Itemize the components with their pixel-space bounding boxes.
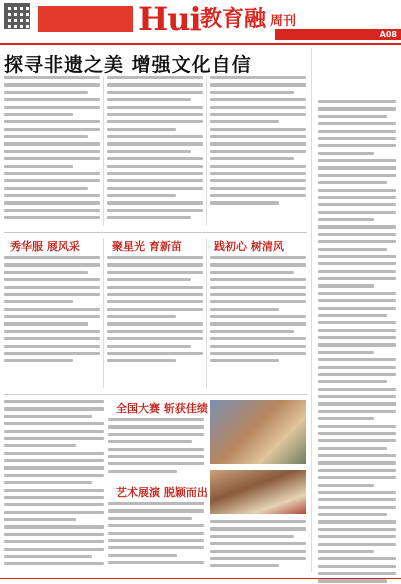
page-headline: 探寻非遗之美 增强文化自信 <box>4 54 252 76</box>
masthead <box>0 0 401 44</box>
footer-rule <box>0 578 401 579</box>
story-3-title: 践初心 树清风 <box>214 240 284 253</box>
section-divider <box>4 394 307 395</box>
promo-banner <box>38 6 133 32</box>
page-code: A08 <box>379 30 397 39</box>
performance-photo <box>210 470 306 514</box>
masthead-rule <box>0 43 401 45</box>
story-5-body-continued <box>210 520 306 567</box>
column-divider <box>206 238 207 388</box>
story-2-body <box>107 256 203 362</box>
story-5-title: 艺术展演 脱颖而出 <box>116 486 208 499</box>
logo-title: 教育融 <box>200 6 267 32</box>
lead-column-3 <box>210 76 306 205</box>
story-4-title: 全国大赛 斩获佳绩 <box>116 402 208 415</box>
story-4-body <box>108 418 204 473</box>
logo-weekly: 周刊 <box>270 14 297 29</box>
competition-photo <box>210 400 306 464</box>
column-divider <box>103 76 104 226</box>
bottom-left-column <box>4 400 104 565</box>
story-2-title: 聚星光 育新苗 <box>112 240 182 253</box>
lead-column-1 <box>4 76 100 219</box>
story-5-body <box>108 502 204 564</box>
column-divider <box>103 238 104 388</box>
sidebar-column <box>311 48 399 572</box>
story-1-title: 秀华服 展风采 <box>10 240 80 253</box>
story-3-body <box>210 256 306 362</box>
sidebar-body <box>318 100 396 584</box>
column-divider <box>206 76 207 226</box>
logo-hui: Hui <box>138 0 201 38</box>
lead-column-2 <box>107 76 203 219</box>
story-1-body <box>4 256 100 362</box>
section-divider <box>4 232 307 233</box>
qr-code[interactable] <box>4 3 30 29</box>
